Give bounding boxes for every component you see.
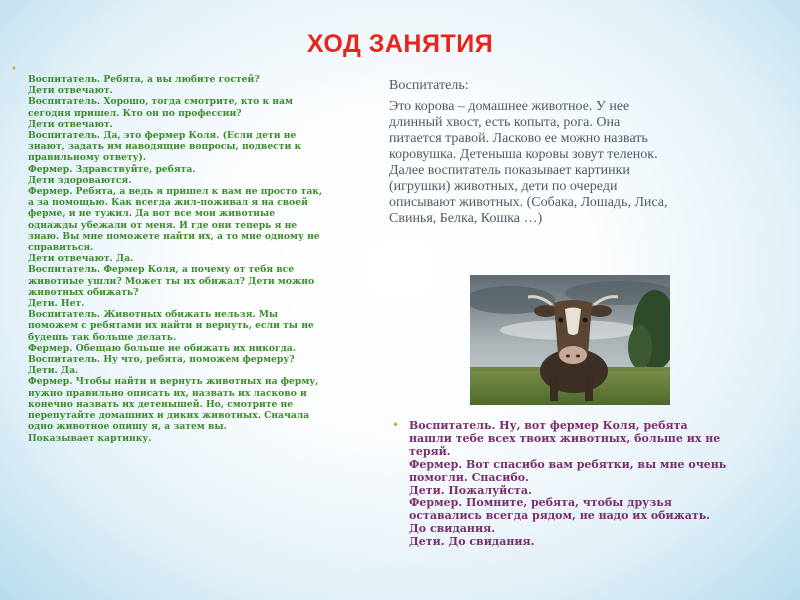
text-line: Фермер. Вот спасибо вам ребятки, вы мне очень (409, 457, 727, 471)
slide-title: ХОД ЗАНЯТИЯ (306, 30, 494, 58)
text-line: ферме, и не тужил. Да вот все мои животные (28, 208, 276, 220)
text-line: помогли. Спасибо. (409, 470, 529, 484)
text-line: Дети отвечают. (28, 118, 113, 130)
text-line: Фермер. Обещаю больше не обижать их никогда. (28, 342, 296, 354)
text-line: Фермер. Ребята, а ведь я пришел к вам не просто так, (28, 186, 323, 198)
text-line: справиться. (28, 242, 94, 254)
text-line: Показывает картинку. (28, 432, 152, 444)
text-line: Дети. Пожалуйста. (409, 483, 532, 497)
text-line: Это корова – домашнее животное. У нее (389, 99, 630, 114)
text-line: Дети отвечают. Да. (28, 253, 134, 265)
text-line: Воспитатель. Хорошо, тогда смотрите, кто к нам (28, 96, 293, 108)
text-line: Воспитатель. Ну, вот фермер Коля, ребята (409, 419, 688, 432)
text-line: Воспитатель. Ребята, а вы любите гостей? (28, 74, 260, 85)
text-line: Дети. Да. (28, 365, 79, 377)
text-line: Дети отвечают. (28, 85, 113, 97)
text-line: теряй. (409, 444, 451, 458)
text-line: оставались всегда рядом, не надо их обижать. (409, 509, 711, 523)
text-line: сегодня пришел. Кто он по профессии? (28, 107, 242, 119)
text-line: Воспитатель. Ну что, ребята, поможем фермеру? (28, 354, 295, 366)
text-line: нужно правильно описать их, назвать их ласково и (28, 387, 307, 399)
left-bullet: • (11, 64, 17, 75)
text-line: правильному ответу). (28, 152, 147, 164)
cow-photo (470, 275, 670, 405)
text-line: однажды убежали от меня. И где они теперь я не (28, 219, 298, 231)
cow-image (470, 275, 670, 405)
text-line: Воспитатель. Да, это фермер Коля. (Если дети не (28, 130, 297, 142)
text-line: одно животное опишу я, а затем вы. (28, 421, 227, 433)
text-line: конечно назвать их детенышей. Но, смотрите не (28, 398, 294, 410)
text-line: Дети. Нет. (28, 298, 85, 310)
text-line: Фермер. Помните, ребята, чтобы друзья (409, 496, 672, 510)
text-line: Дети здороваются. (28, 174, 132, 186)
text-line: Фермер. Чтобы найти и вернуть животных на ферму, (28, 376, 319, 388)
text-line: Далее воспитатель показывает картинки (389, 163, 630, 178)
bottom-bullet: • (392, 418, 400, 432)
text-line: поможем с ребятами их найти и вернуть, если ты не (28, 320, 314, 332)
text-line: животных обижать? (28, 286, 139, 298)
text-line: нашли тебе всех твоих животных, больше их не (409, 431, 721, 445)
text-line: знают, задать им наводящие вопросы, подвести к (28, 141, 302, 153)
text-line: Дети. До свидания. (409, 535, 535, 549)
text-line: описывают животных. (Собака, Лошадь, Лиса, (389, 195, 668, 210)
text-line: (игрушки) животных, дети по очереди (389, 179, 618, 194)
text-line: знаю. Вы мне поможете найти их, а то мне одному не (28, 230, 320, 242)
text-line: перепутайте домашних и диких животных. Сначала (28, 410, 310, 422)
text-line: животные ушли? Может ты их обижал? Дети можно (28, 275, 315, 287)
text-line: будешь так больше делать. (28, 331, 177, 343)
text-line: Воспитатель. Фермер Коля, а почему от тебя все (28, 264, 295, 276)
text-line: длинный хвост, есть копыта, рога. Она (389, 115, 621, 130)
text-line: питается травой. Ласково ее можно назвать (389, 131, 648, 146)
left-dialogue (28, 74, 368, 444)
text-line: До свидания. (409, 522, 496, 536)
right-title: Воспитатель: (389, 78, 469, 93)
text-line: коровушка. Детеныша коровы зовут теленок. (389, 147, 658, 162)
text-line: а за помощью. Как всегда жил-поживал я на своей (28, 197, 308, 209)
right-paragraph (389, 99, 779, 227)
text-line: Свинья, Белка, Кошка …) (389, 211, 543, 226)
bottom-dialogue (409, 420, 789, 549)
text-line: Фермер. Здравствуйте, ребята. (28, 163, 196, 175)
text-line: Воспитатель. Животных обижать нельзя. Мы (28, 309, 279, 321)
